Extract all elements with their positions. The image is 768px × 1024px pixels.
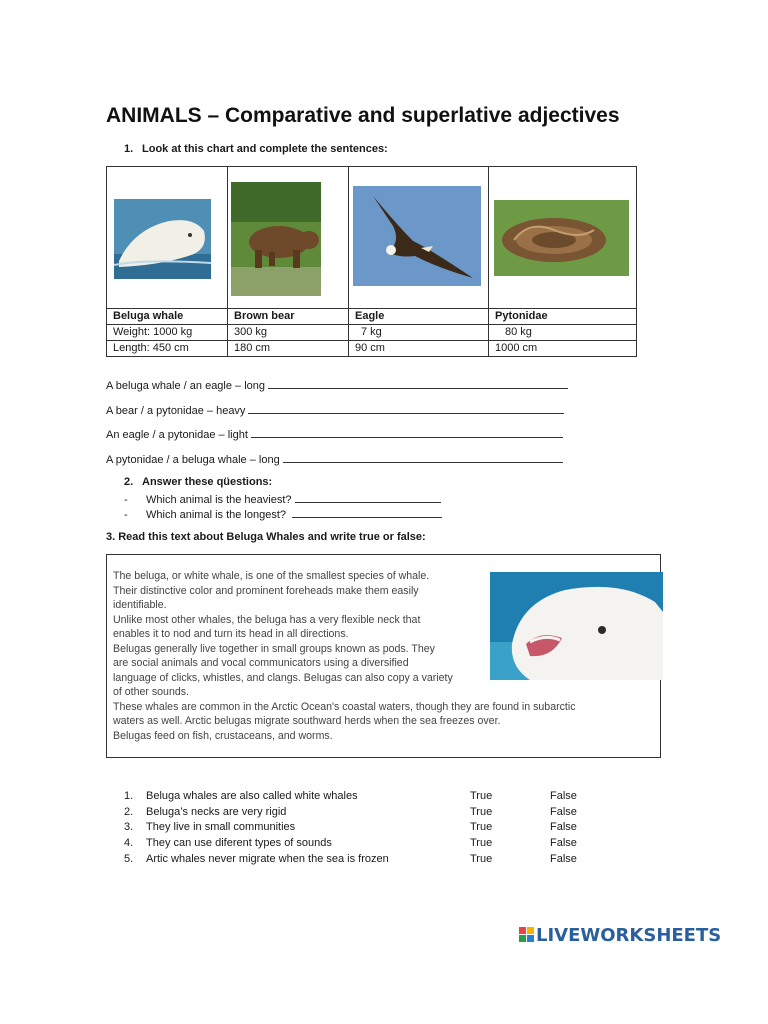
- eagle-photo: [353, 186, 481, 286]
- question-1-text: Which animal is the heaviest?: [146, 494, 292, 506]
- sentence-3: [106, 427, 563, 441]
- eagle-name: Eagle: [349, 309, 489, 325]
- statement-5: [124, 851, 577, 867]
- sentence-2-answer-blank[interactable]: [248, 403, 564, 414]
- bear-weight: 300 kg: [228, 325, 349, 341]
- statement-4-false-option[interactable]: False: [550, 837, 577, 849]
- eagle-cell: [349, 167, 489, 309]
- eagle-length: 90 cm: [349, 341, 489, 357]
- beluga-name: Beluga whale: [107, 309, 228, 325]
- statement-1-true-option[interactable]: True: [470, 790, 493, 802]
- sentence-3-text: An eagle / a pytonidae – light: [106, 429, 248, 441]
- python-weight: 80 kg: [489, 325, 637, 341]
- sentence-1: [106, 378, 568, 392]
- statement-3-text: They live in small communities: [146, 821, 296, 833]
- statement-1-false-option[interactable]: False: [550, 790, 577, 802]
- bullet-dash: -: [124, 509, 128, 521]
- statement-3: [124, 819, 577, 835]
- statement-2-true-option[interactable]: True: [470, 806, 493, 818]
- bear-cell: [228, 167, 349, 309]
- sentence-4-text: A pytonidae / a beluga whale – long: [106, 454, 280, 466]
- section2-heading: [124, 476, 272, 488]
- statement-5-true-option[interactable]: True: [470, 853, 493, 865]
- sentence-1-answer-blank[interactable]: [268, 378, 568, 389]
- sentence-4: [106, 452, 563, 466]
- statement-5-number: 5.: [124, 853, 134, 865]
- bear-name: Brown bear: [228, 309, 349, 325]
- statement-5-false-option[interactable]: False: [550, 853, 577, 865]
- sentence-2: [106, 403, 564, 417]
- statement-4: [124, 835, 577, 851]
- statement-2-false-option[interactable]: False: [550, 806, 577, 818]
- statement-3-false-option[interactable]: False: [550, 821, 577, 833]
- logo-mark-icon: [519, 927, 535, 943]
- statement-4-text: They can use diferent types of sounds: [146, 837, 332, 849]
- animal-chart: [106, 166, 637, 357]
- section2-number: 2.: [124, 476, 134, 488]
- sentence-2-text: A bear / a pytonidae – heavy: [106, 405, 246, 417]
- beluga-cell: [107, 167, 228, 309]
- python-cell: [489, 167, 637, 309]
- statement-5-text: Artic whales never migrate when the sea is frozen: [146, 853, 389, 865]
- beluga-photo: [114, 199, 211, 279]
- section1-number: 1.: [124, 143, 134, 155]
- reading-text: The beluga, or white whale, is one of the smallest species of whale. Their distinctive color and prominent foreheads make them easily identifiable. Unlike most other whales, the beluga has a very flexible neck that enables it to nod and turn its head in all directions. Belugas generally live together in small groups known as pods. They are social animals and vocal communicators using a diversified language of clicks, whistles, and clangs. Belugas can also copy a variety of other sounds. These whales are common in the Arctic Ocean's coastal waters, though they are found in subarctic waters as well. Arctic belugas migrate southward herds when the sea freezes over. Belugas feed on fish, crustaceans, and worms.: [113, 570, 576, 742]
- bullet-dash: -: [124, 494, 128, 506]
- beluga-weight: Weight: 1000 kg: [107, 325, 228, 341]
- statement-4-number: 4.: [124, 837, 134, 849]
- statement-1: [124, 788, 577, 804]
- reading-box: [106, 554, 661, 758]
- statement-4-true-option[interactable]: True: [470, 837, 493, 849]
- statement-1-text: Beluga whales are also called white whales: [146, 790, 358, 802]
- section2-heading-text: Answer these qüestions:: [142, 476, 273, 488]
- python-length: 1000 cm: [489, 341, 637, 357]
- section1-heading-text: Look at this chart and complete the sentences:: [142, 143, 388, 155]
- beluga-length: Length: 450 cm: [107, 341, 228, 357]
- question-1-answer-blank[interactable]: [295, 492, 441, 503]
- statement-2-number: 2.: [124, 806, 134, 818]
- eagle-weight: 7 kg: [349, 325, 489, 341]
- statement-3-number: 3.: [124, 821, 134, 833]
- logo-text: LIVEWORKSHEETS: [536, 925, 722, 946]
- statement-2: [124, 804, 577, 820]
- statement-1-number: 1.: [124, 790, 134, 802]
- beluga-closeup-photo: [490, 572, 663, 680]
- statement-2-text: Beluga’s necks are very rigid: [146, 806, 287, 818]
- statement-3-true-option[interactable]: True: [470, 821, 493, 833]
- question-2-text: Which animal is the longest?: [146, 509, 287, 521]
- question-1: [124, 492, 441, 506]
- python-name: Pytonidae: [489, 309, 637, 325]
- liveworksheets-logo[interactable]: [519, 925, 721, 946]
- section1-heading: [124, 143, 388, 155]
- bear-length: 180 cm: [228, 341, 349, 357]
- section3-heading: 3. Read this text about Beluga Whales and write true or false:: [106, 531, 426, 543]
- sentence-3-answer-blank[interactable]: [251, 427, 563, 438]
- page-title: ANIMALS – Comparative and superlative adjectives: [106, 104, 620, 127]
- sentence-4-answer-blank[interactable]: [283, 452, 563, 463]
- brown-bear-photo: [231, 182, 321, 296]
- python-photo: [494, 200, 629, 276]
- question-2: [124, 507, 442, 521]
- question-2-answer-blank[interactable]: [292, 507, 442, 518]
- sentence-1-text: A beluga whale / an eagle – long: [106, 380, 266, 392]
